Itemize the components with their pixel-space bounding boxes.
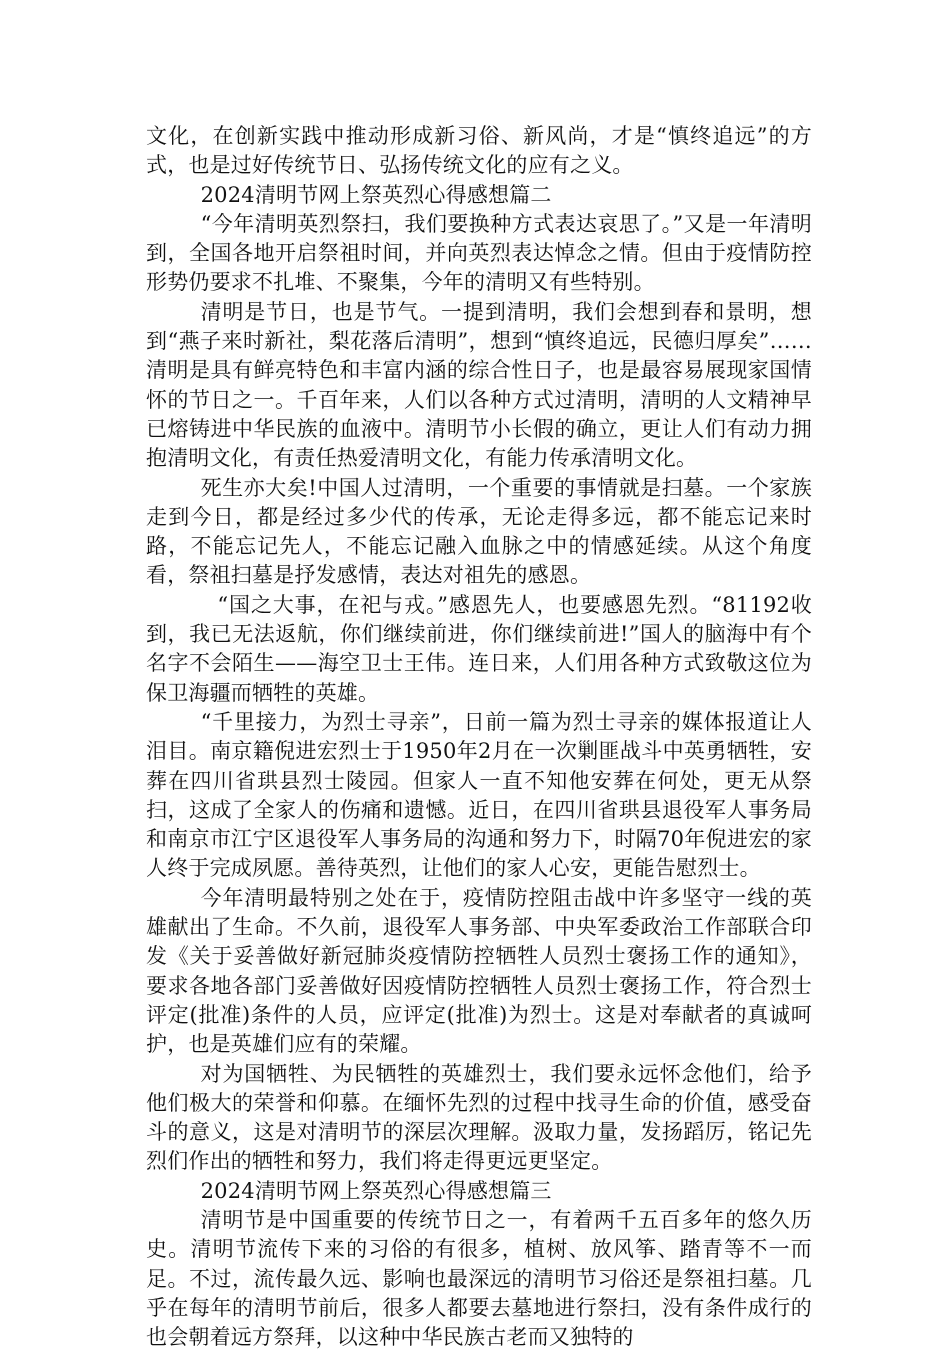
paragraph: 今年清明最特别之处在于，疫情防控阻击战中许多坚守一线的英雄献出了生命。不久前，退役军人事务部、中央军委政治工作部联合印发《关于妥善做好新冠肺炎疫情防控牺牲人员烈士褒扬工作的通知》，要求各地各部门妥善做好因疫情防控牺牲人员烈士褒扬工作，符合烈士评定(批准)条件的人员，应评定(批准)为烈士。这是对奉献者的真诚呵护，也是英雄们应有的荣耀。 bbox=[146, 885, 812, 1057]
paragraph: “国之大事，在祀与戎。”感恩先人，也要感恩先烈。“81192收到，我已无法返航，你们继续前进，你们继续前进!”国人的脑海中有个名字不会陌生——海空卫士王伟。连日来，人们用各种方式致敬这位为保卫海疆而牺牲的英雄。 bbox=[146, 592, 812, 705]
paragraph: 死生亦大矣!中国人过清明，一个重要的事情就是扫墓。一个家族走到今日，都是经过多少代的传承，无论走得多远，都不能忘记来时路，不能忘记先人，不能忘记融入血脉之中的情感延续。从这个角度看，祭祖扫墓是抒发感情，表达对祖先的感恩。 bbox=[146, 475, 812, 588]
paragraph: “千里接力，为烈士寻亲”，日前一篇为烈士寻亲的媒体报道让人泪目。南京籍倪进宏烈士于1950年2月在一次剿匪战斗中英勇牺牲，安葬在四川省珙县烈士陵园。但家人一直不知他安葬在何处，更无从祭扫，这成了全家人的伤痛和遗憾。近日，在四川省珙县退役军人事务局和南京市江宁区退役军人事务局的沟通和努力下，时隔70年倪进宏的家人终于完成夙愿。善待英烈，让他们的家人心安，更能告慰烈士。 bbox=[146, 709, 812, 881]
paragraph: 清明节是中国重要的传统节日之一，有着两千五百多年的悠久历史。清明节流传下来的习俗的有很多，植树、放风筝、踏青等不一而足。不过，流传最久远、影响也最深远的清明节习俗还是祭祖扫墓。几乎在每年的清明节前后，很多人都要去墓地进行祭扫，没有条件成行的也会朝着远方祭拜，以这种中华民族古老而又独特的 bbox=[146, 1207, 812, 1350]
paragraph: “今年清明英烈祭扫，我们要换种方式表达哀思了。”又是一年清明到，全国各地开启祭祖时间，并向英烈表达悼念之情。但由于疫情防控形势仍要求不扎堆、不聚集，今年的清明又有些特别。 bbox=[146, 211, 812, 295]
paragraph-continued: 文化，在创新实践中推动形成新习俗、新风尚，才是“慎终追远”的方式，也是过好传统节日、弘扬传统文化的应有之义。 bbox=[146, 124, 812, 178]
paragraph: 清明是节日，也是节气。一提到清明，我们会想到春和景明，想到“燕子来时新社，梨花落后清明”，想到“慎终追远，民德归厚矣”……清明是具有鲜亮特色和丰富内涵的综合性日子，也是最容易展现家国情怀的节日之一。千百年来，人们以各种方式过清明，清明的人文精神早已熔铸进中华民族的血液中。清明节小长假的确立，更让人们有动力拥抱清明文化，有责任热爱清明文化，有能力传承清明文化。 bbox=[146, 299, 812, 471]
section-heading-part-two: 2024清明节网上祭英烈心得感想篇二 bbox=[200, 182, 552, 207]
paragraph: 对为国牺牲、为民牺牲的英雄烈士，我们要永远怀念他们，给予他们极大的荣誉和仰慕。在缅怀先烈的过程中找寻生命的价值，感受奋斗的意义，这是对清明节的深层次理解。汲取力量，发扬蹈厉，铭记先烈们作出的牺牲和努力，我们将走得更远更坚定。 bbox=[146, 1061, 812, 1174]
section-heading-part-three: 2024清明节网上祭英烈心得感想篇三 bbox=[200, 1178, 552, 1203]
document-body bbox=[146, 122, 812, 1352]
